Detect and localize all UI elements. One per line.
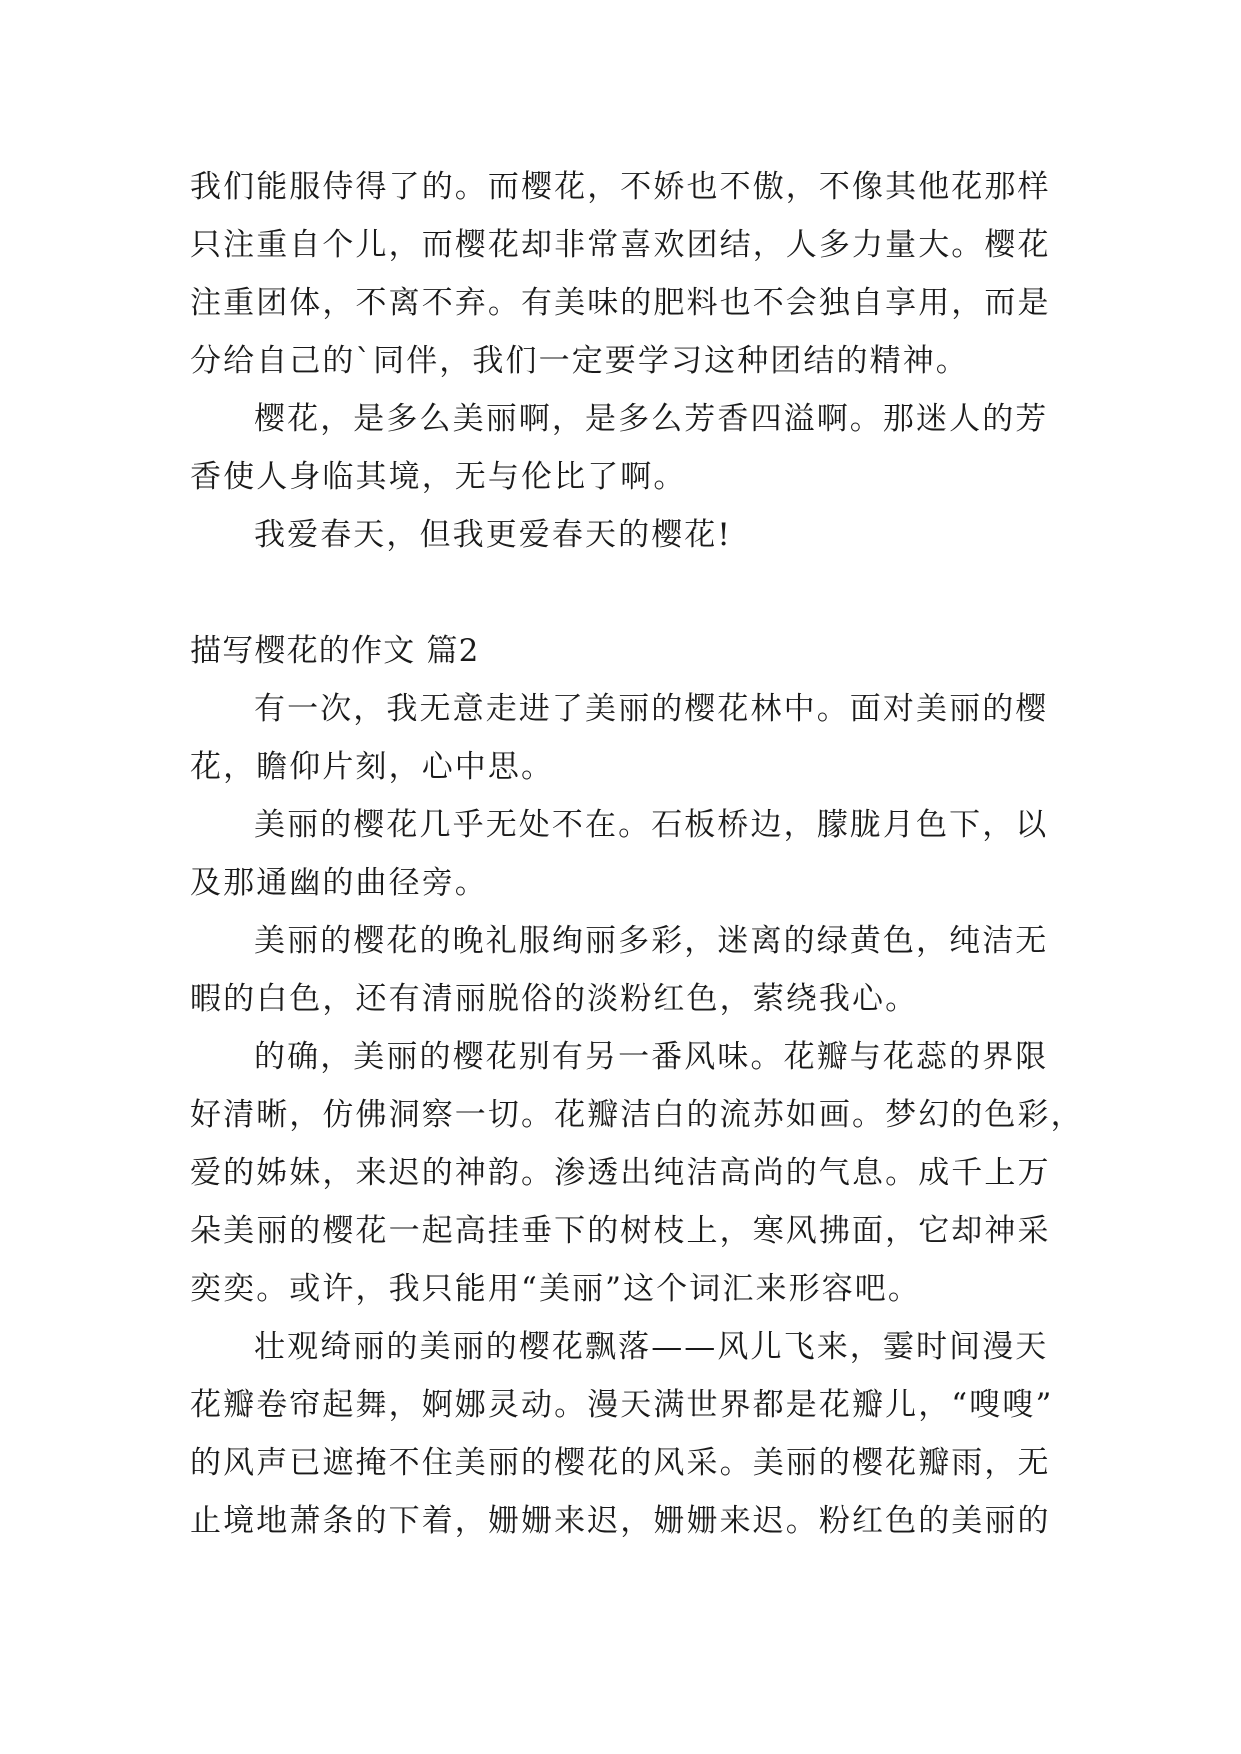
text-line: 美丽的樱花几乎无处不在。石板桥边，朦胧月色下，以 <box>254 807 1049 843</box>
text-line: 香使人身临其境，无与伦比了啊。 <box>190 459 687 495</box>
text-line: 樱花，是多么美丽啊，是多么芳香四溢啊。那迷人的芳 <box>254 401 1049 437</box>
paragraph <box>190 506 1052 564</box>
text-line: 朵美丽的樱花一起高挂垂下的树枝上，寒风拂面，它却神采 <box>190 1213 1051 1249</box>
text-line: 我们能服侍得了的。而樱花，不娇也不傲，不像其他花那样 <box>190 169 1051 205</box>
text-line: 及那通幽的曲径旁。 <box>190 865 488 901</box>
paragraph <box>190 1318 1052 1550</box>
text-line: 止境地萧条的下着，姗姗来迟，姗姗来迟。粉红色的美丽的 <box>190 1503 1051 1539</box>
text-line: 的风声已遮掩不住美丽的樱花的风采。美丽的樱花瓣雨，无 <box>190 1445 1051 1481</box>
paragraph <box>190 390 1052 506</box>
text-line: 花，瞻仰片刻，心中思。 <box>190 749 555 785</box>
text-line: 好清晰，仿佛洞察一切。花瓣洁白的流苏如画。梦幻的色彩， <box>190 1097 1084 1133</box>
text-line: 爱的姊妹，来迟的神韵。渗透出纯洁高尚的气息。成千上万 <box>190 1155 1051 1191</box>
text-line: 美丽的樱花的晚礼服绚丽多彩，迷离的绿黄色，纯洁无 <box>254 923 1049 959</box>
text-line: 注重团体，不离不弃。有美味的肥料也不会独自享用，而是 <box>190 285 1051 321</box>
text-line: 我爱春天，但我更爱春天的樱花! <box>254 517 732 553</box>
paragraph <box>190 796 1052 912</box>
text-line: 壮观绮丽的美丽的樱花飘落——风儿飞来，霎时间漫天 <box>254 1329 1049 1365</box>
paragraph <box>190 912 1052 1028</box>
text-line: 的确，美丽的樱花别有另一番风味。花瓣与花蕊的界限 <box>254 1039 1049 1075</box>
text-line: 只注重自个儿，而樱花却非常喜欢团结，人多力量大。樱花 <box>190 227 1051 263</box>
paragraph <box>190 1028 1084 1318</box>
paragraph <box>190 158 1052 390</box>
text-line: 有一次，我无意走进了美丽的樱花林中。面对美丽的樱 <box>254 691 1049 727</box>
section-heading: 描写樱花的作文 篇2 <box>190 633 480 669</box>
text-line: 奕奕。或许，我只能用“美丽”这个词汇来形容吧。 <box>190 1271 921 1307</box>
text-line: 暇的白色，还有清丽脱俗的淡粉红色，萦绕我心。 <box>190 981 919 1017</box>
paragraph <box>190 680 1052 796</box>
text-line: 分给自己的`同伴，我们一定要学习这种团结的精神。 <box>190 343 969 379</box>
document-page <box>190 158 1084 1550</box>
blank-line <box>190 564 1052 622</box>
text-line: 花瓣卷帘起舞，婀娜灵动。漫天满世界都是花瓣儿，“嗖嗖” <box>190 1387 1054 1423</box>
